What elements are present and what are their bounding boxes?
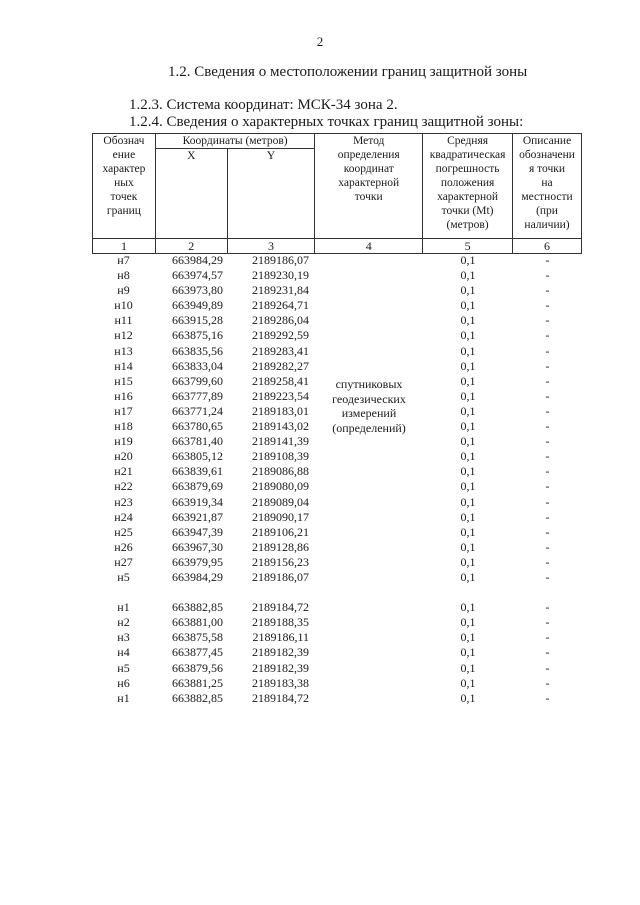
coord-y: 2189231,84	[252, 283, 309, 298]
coord-x: 663833,04	[172, 358, 223, 373]
accuracy-value: 0,1	[460, 569, 476, 584]
description-value: -	[545, 253, 550, 267]
text-line: я точки	[529, 163, 566, 175]
coord-y: 2189186,11	[252, 630, 309, 645]
accuracy-value: 0,1	[460, 343, 476, 358]
table-row	[92, 268, 582, 283]
accuracy-value: 0,1	[460, 464, 476, 479]
column-number-row	[93, 239, 582, 254]
accuracy-value: 0,1	[460, 373, 476, 388]
points-title: 1.2.4. Сведения о характерных точках границ защитной зоны:	[129, 114, 524, 130]
point-name: н17	[114, 403, 133, 418]
coord-y: 2189080,09	[252, 479, 309, 494]
coord-x: 663919,34	[172, 494, 223, 509]
column-number: 6	[513, 239, 582, 254]
coord-x: 663915,28	[172, 313, 223, 328]
table-row	[92, 510, 582, 525]
group-spacer	[92, 585, 582, 600]
header-accuracy	[423, 134, 513, 239]
text-line: характер	[102, 163, 146, 175]
accuracy-value: 0,1	[460, 554, 476, 569]
header-description	[513, 134, 582, 239]
point-name: н18	[114, 419, 133, 434]
text-line: точки	[354, 191, 383, 203]
coord-y: 2189188,35	[252, 615, 309, 630]
accuracy-value: 0,1	[460, 449, 476, 464]
coord-x: 663875,58	[172, 630, 223, 645]
text-line: наличии)	[524, 219, 570, 231]
column-number: 4	[315, 239, 423, 254]
point-name: н23	[114, 494, 133, 509]
accuracy-value: 0,1	[460, 630, 476, 645]
coord-x: 663879,69	[172, 479, 223, 494]
method-cell	[315, 615, 423, 630]
method-cell	[315, 630, 423, 645]
description-value: -	[545, 373, 550, 388]
text-line: Средняя	[447, 135, 489, 147]
accuracy-value: 0,1	[460, 434, 476, 449]
column-number: 2	[155, 239, 227, 254]
method-cell	[315, 313, 423, 328]
accuracy-value: 0,1	[460, 419, 476, 434]
coord-y: 2189282,27	[252, 358, 309, 373]
table-row	[92, 253, 582, 268]
point-name: н21	[114, 464, 133, 479]
table-row	[92, 540, 582, 555]
point-name: н16	[114, 388, 133, 403]
accuracy-value: 0,1	[460, 283, 476, 298]
point-name: н11	[114, 313, 133, 328]
table-row	[92, 600, 582, 615]
description-value: -	[545, 494, 550, 509]
point-name: н1	[117, 600, 130, 615]
table-row	[92, 449, 582, 464]
text-line: координат	[343, 163, 394, 175]
table-row	[92, 434, 582, 449]
header-x: X	[155, 149, 227, 239]
description-value: -	[545, 479, 550, 494]
text-line: ных	[114, 177, 134, 189]
table-row	[92, 283, 582, 298]
table-row	[92, 691, 582, 706]
text-line: (при	[536, 205, 558, 217]
coord-x: 663949,89	[172, 298, 223, 313]
text-line: Обознач	[103, 135, 145, 147]
text-line: границ	[106, 205, 141, 217]
coord-x: 663879,56	[172, 660, 223, 675]
text-line: характерной	[338, 177, 400, 189]
coord-y: 2189106,21	[252, 524, 309, 539]
description-value: -	[545, 268, 550, 283]
column-number: 1	[93, 239, 156, 254]
description-value: -	[545, 419, 550, 434]
coord-x: 663947,39	[172, 524, 223, 539]
text-line: Описание	[522, 135, 572, 147]
coord-y: 2189286,04	[252, 313, 309, 328]
text-line: точки (Mt)	[441, 205, 494, 217]
text-line: (определений)	[332, 420, 406, 435]
point-name: н20	[114, 449, 133, 464]
accuracy-value: 0,1	[460, 645, 476, 660]
coord-x: 663777,89	[172, 388, 223, 403]
coord-y: 2189141,39	[252, 434, 309, 449]
table-row	[92, 645, 582, 660]
table-row	[92, 676, 582, 691]
coord-y: 2189223,54	[252, 388, 309, 403]
coord-y: 2189108,39	[252, 449, 309, 464]
point-name: н15	[114, 373, 133, 388]
point-name: н12	[114, 328, 133, 343]
coord-x: 663771,24	[172, 403, 223, 418]
method-cell	[315, 253, 423, 268]
point-name: н24	[114, 509, 133, 524]
text-line: (метров)	[446, 219, 489, 231]
text-line: геодезических	[332, 391, 406, 406]
coord-y: 2189089,04	[252, 494, 309, 509]
point-name: н10	[114, 298, 133, 313]
method-cell	[315, 555, 423, 570]
table-row	[92, 298, 582, 313]
table-body	[92, 253, 582, 706]
point-name: н4	[117, 645, 130, 660]
method-cell	[315, 600, 423, 615]
accuracy-value: 0,1	[460, 615, 476, 630]
method-cell	[315, 328, 423, 343]
coord-y: 2189186,07	[252, 253, 309, 267]
coord-y: 2189143,02	[252, 419, 309, 434]
point-name: н27	[114, 554, 133, 569]
table-row	[92, 479, 582, 494]
accuracy-value: 0,1	[460, 253, 476, 267]
coord-x: 663984,29	[172, 253, 223, 267]
coord-y: 2189258,41	[252, 373, 309, 388]
coord-y: 2189182,39	[252, 645, 309, 660]
text-line: Метод	[353, 135, 385, 147]
coord-x: 663967,30	[172, 539, 223, 554]
text-line: измерений	[341, 406, 397, 420]
point-name: н13	[114, 343, 133, 358]
coord-x: 663882,85	[172, 600, 223, 615]
table-row	[92, 525, 582, 540]
column-number: 3	[227, 239, 315, 254]
coord-x: 663979,95	[172, 554, 223, 569]
method-cell	[315, 359, 423, 374]
method-cell	[315, 283, 423, 298]
coord-x: 663805,12	[172, 449, 223, 464]
accuracy-value: 0,1	[460, 494, 476, 509]
text-line: положения	[440, 177, 495, 189]
coord-y: 2189292,59	[252, 328, 309, 343]
coord-y: 2189086,88	[252, 464, 309, 479]
coord-x: 663877,45	[172, 645, 223, 660]
coord-y: 2189283,41	[252, 343, 309, 358]
description-value: -	[545, 600, 550, 615]
coord-y: 2189264,71	[252, 298, 309, 313]
point-name: н5	[117, 569, 130, 584]
method-cell	[315, 570, 423, 585]
accuracy-value: 0,1	[460, 524, 476, 539]
table-row	[92, 495, 582, 510]
text-line: определения	[337, 149, 400, 161]
point-name: н19	[114, 434, 133, 449]
method-cell	[315, 510, 423, 525]
accuracy-value: 0,1	[460, 660, 476, 675]
accuracy-value: 0,1	[460, 328, 476, 343]
description-value: -	[545, 449, 550, 464]
coord-system-title: 1.2.3. Система координат: МСК-34 зона 2.	[129, 97, 398, 113]
coord-y: 2189090,17	[252, 509, 309, 524]
text-line: ение	[112, 149, 136, 161]
page-number: 2	[316, 34, 324, 49]
description-value: -	[545, 690, 550, 705]
text-line: погрешность	[435, 163, 500, 175]
accuracy-value: 0,1	[460, 358, 476, 373]
description-value: -	[545, 283, 550, 298]
method-cell	[315, 691, 423, 706]
table-header	[92, 133, 582, 254]
description-value: -	[545, 630, 550, 645]
description-value: -	[545, 434, 550, 449]
description-value: -	[545, 388, 550, 403]
point-name: н6	[117, 675, 130, 690]
header-method	[315, 134, 423, 239]
method-cell	[315, 645, 423, 660]
description-value: -	[545, 615, 550, 630]
description-value: -	[545, 524, 550, 539]
coord-y: 2189186,07	[252, 569, 309, 584]
coord-x: 663835,56	[172, 343, 223, 358]
coord-y: 2189230,19	[252, 268, 309, 283]
description-value: -	[545, 660, 550, 675]
accuracy-value: 0,1	[460, 509, 476, 524]
coord-x: 663799,60	[172, 373, 223, 388]
header-point-name	[93, 134, 156, 239]
point-name: н26	[114, 539, 133, 554]
description-value: -	[545, 569, 550, 584]
accuracy-value: 0,1	[460, 539, 476, 554]
coord-x: 663881,25	[172, 675, 223, 690]
coord-y: 2189184,72	[252, 690, 309, 705]
coord-y: 2189156,23	[252, 554, 309, 569]
method-cell	[315, 298, 423, 313]
method-cell	[315, 661, 423, 676]
accuracy-value: 0,1	[460, 268, 476, 283]
table-row	[92, 344, 582, 359]
description-value: -	[545, 358, 550, 373]
table-row	[92, 615, 582, 630]
point-name: н25	[114, 524, 133, 539]
text-line: местности	[521, 191, 573, 203]
coord-x: 663780,65	[172, 419, 223, 434]
point-name: н8	[117, 268, 130, 283]
point-name: н1	[117, 690, 130, 705]
description-value: -	[545, 298, 550, 313]
accuracy-value: 0,1	[460, 479, 476, 494]
coord-x: 663921,87	[172, 509, 223, 524]
accuracy-value: 0,1	[460, 690, 476, 705]
method-cell	[315, 464, 423, 479]
accuracy-value: 0,1	[460, 675, 476, 690]
coord-y: 2189128,86	[252, 539, 309, 554]
accuracy-value: 0,1	[460, 298, 476, 313]
accuracy-value: 0,1	[460, 313, 476, 328]
accuracy-value: 0,1	[460, 600, 476, 615]
text-line: точек	[110, 191, 138, 203]
table-row	[92, 555, 582, 570]
method-cell	[315, 479, 423, 494]
coord-y: 2189183,01	[252, 403, 309, 418]
description-value: -	[545, 675, 550, 690]
method-cell	[315, 495, 423, 510]
coord-y: 2189182,39	[252, 660, 309, 675]
method-cell	[315, 540, 423, 555]
point-name: н7	[117, 253, 130, 267]
table-row	[92, 328, 582, 343]
coord-y: 2189183,38	[252, 675, 309, 690]
point-name: н22	[114, 479, 133, 494]
accuracy-value: 0,1	[460, 403, 476, 418]
text-line: квадратическая	[429, 149, 506, 161]
description-value: -	[545, 313, 550, 328]
table-row	[92, 570, 582, 585]
coord-x: 663984,29	[172, 569, 223, 584]
header-y: Y	[227, 149, 315, 239]
method-cell	[315, 525, 423, 540]
method-text	[315, 377, 423, 435]
method-cell	[315, 268, 423, 283]
method-cell	[315, 676, 423, 691]
description-value: -	[545, 539, 550, 554]
description-value: -	[545, 464, 550, 479]
point-name: н5	[117, 660, 130, 675]
coord-x: 663882,85	[172, 690, 223, 705]
coord-x: 663839,61	[172, 464, 223, 479]
accuracy-value: 0,1	[460, 388, 476, 403]
table-row	[92, 661, 582, 676]
coord-x: 663974,57	[172, 268, 223, 283]
point-name: н14	[114, 358, 133, 373]
column-number: 5	[423, 239, 513, 254]
point-name: н3	[117, 630, 130, 645]
method-cell	[315, 449, 423, 464]
description-value: -	[545, 645, 550, 660]
table-row	[92, 359, 582, 374]
text-line: обозначени	[519, 149, 575, 161]
method-cell	[315, 434, 423, 449]
table-row	[92, 464, 582, 479]
text-line: на	[541, 177, 553, 189]
description-value: -	[545, 328, 550, 343]
coord-x: 663973,80	[172, 283, 223, 298]
description-value: -	[545, 509, 550, 524]
method-cell	[315, 344, 423, 359]
description-value: -	[545, 403, 550, 418]
coord-x: 663781,40	[172, 434, 223, 449]
table-row	[92, 630, 582, 645]
description-value: -	[545, 343, 550, 358]
description-value: -	[545, 554, 550, 569]
point-name: н9	[117, 283, 130, 298]
coord-x: 663881,00	[172, 615, 223, 630]
section-title: 1.2. Сведения о местоположении границ защитной зоны	[168, 64, 528, 80]
coord-y: 2189184,72	[252, 600, 309, 615]
header-coordinates: Координаты (метров)	[155, 134, 314, 149]
point-name: н2	[117, 615, 130, 630]
coord-x: 663875,16	[172, 328, 223, 343]
table-row	[92, 313, 582, 328]
text-line: характерной	[437, 191, 499, 203]
text-line: спутниковых	[335, 377, 403, 391]
